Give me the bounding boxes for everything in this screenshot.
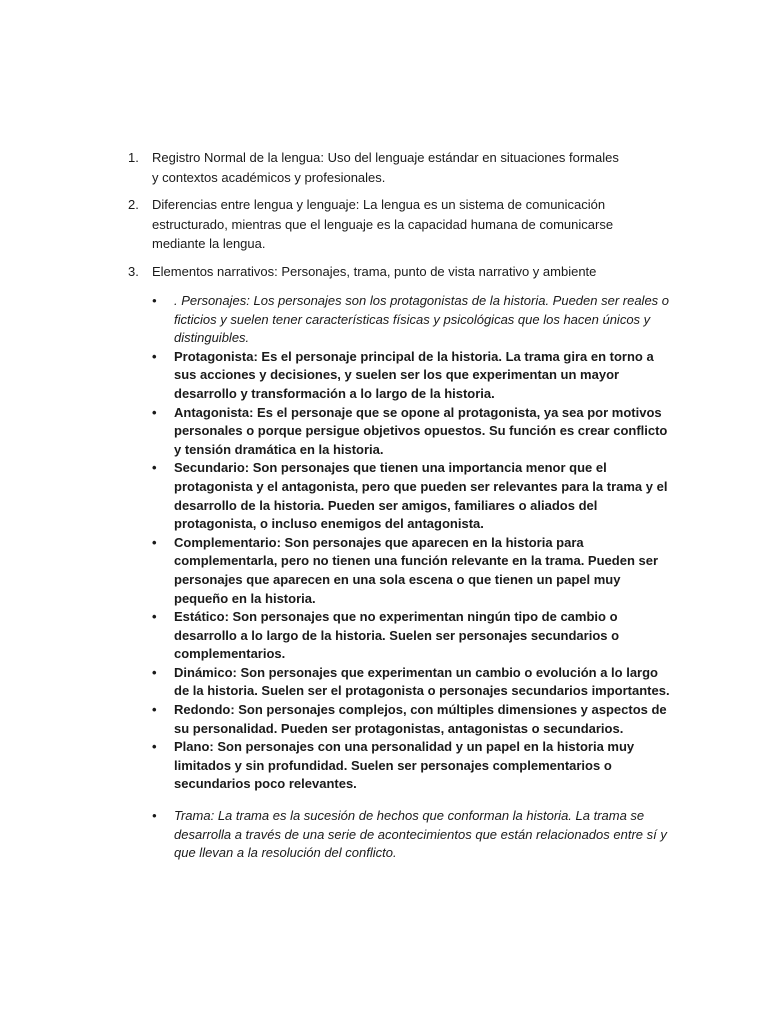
list-item [150,807,670,863]
list-item-text: . Personajes: Los personajes son los protagonistas de la historia. Pueden ser reales o ficticios y suelen tener características físicas y psicológicas que los hacen únicos y distinguibles. [174,293,670,346]
numbered-list [128,148,628,289]
list-item [150,738,670,794]
list-item [128,262,628,282]
list-item [128,148,628,187]
list-number: 3. [128,263,139,279]
list-item-text: Estático: Son personajes que no experimentan ningún tipo de cambio o desarrollo a lo largo de la historia. Suelen ser personajes secundarios o complementarios. [174,609,620,662]
list-item-text: Secundario: Son personajes que tienen una importancia menor que el protagonista y el antagonista, pero que pueden ser relevantes para la trama y el desarrollo de la historia. Pueden ser amigos, familiares o aliados del protagonista, o incluso enemigos del antagonista. [174,460,668,532]
list-item [150,608,670,664]
list-item [150,348,670,404]
list-item [150,534,670,608]
list-item [150,459,670,533]
list-item-text: Antagonista: Es el personaje que se opone al protagonista, ya sea por motivos personales o porque persigue objetivos opuestos. Su función es crear conflicto y tensión dramática en la historia. [174,404,668,457]
bullet-icon: • [152,348,157,364]
list-item-text: Redondo: Son personajes complejos, con múltiples dimensiones y aspectos de su personalidad. Pueden ser protagonistas, antagonistas o secundarios. [174,702,667,736]
bullet-icon: • [152,609,157,625]
bullet-list-trama [150,807,670,863]
list-item-text: Trama: La trama es la sucesión de hechos que conforman la historia. La trama se desarrolla a través de una serie de acontecimientos que están relacionados entre sí y que llevan a la resolución del conflicto. [174,808,667,861]
list-item-text: Protagonista: Es el personaje principal de la historia. La trama gira en torno a sus acciones y decisiones, y suelen ser los que experimentan un mayor desarrollo y transformación a lo largo de la historia. [174,348,654,401]
list-item-text: Registro Normal de la lengua: Uso del lenguaje estándar en situaciones formales y contextos académicos y profesionales. [152,150,619,185]
bullet-icon: • [152,664,157,680]
list-item [128,195,628,254]
bullet-icon: • [152,460,157,476]
bullet-icon: • [152,404,157,420]
list-item-text: Diferencias entre lengua y lenguaje: La lengua es un sistema de comunicación estructurado, mientras que el lenguaje es la capacidad humana de comunicarse mediante la lengua. [152,197,614,251]
list-item [150,292,670,348]
list-item-text: Plano: Son personajes con una personalidad y un papel en la historia muy limitados y sin profundidad. Suelen ser personajes complementarios o secundarios poco relevantes. [174,739,635,792]
bullet-icon: • [152,534,157,550]
bullet-icon: • [152,808,157,823]
list-item-text: Elementos narrativos: Personajes, trama, punto de vista narrativo y ambiente [152,263,597,279]
list-number: 2. [128,197,139,212]
list-number: 1. [128,150,139,165]
bullet-icon: • [152,739,157,755]
bullet-list [150,292,670,794]
list-item-text: Dinámico: Son personajes que experimentan un cambio o evolución a lo largo de la historia. Suelen ser el protagonista o personajes secundarios importantes. [174,664,670,699]
list-item [150,701,670,738]
list-item [150,404,670,460]
bullet-icon: • [152,702,157,718]
list-item-text: Complementario: Son personajes que aparecen en la historia para complementarla, pero no tienen una función relevante en la trama. Pueden ser personajes que aparecen en una sola escena o que tienen un papel muy pequeño en la historia. [174,534,659,606]
list-item [150,664,670,701]
bullet-icon: • [152,293,157,308]
